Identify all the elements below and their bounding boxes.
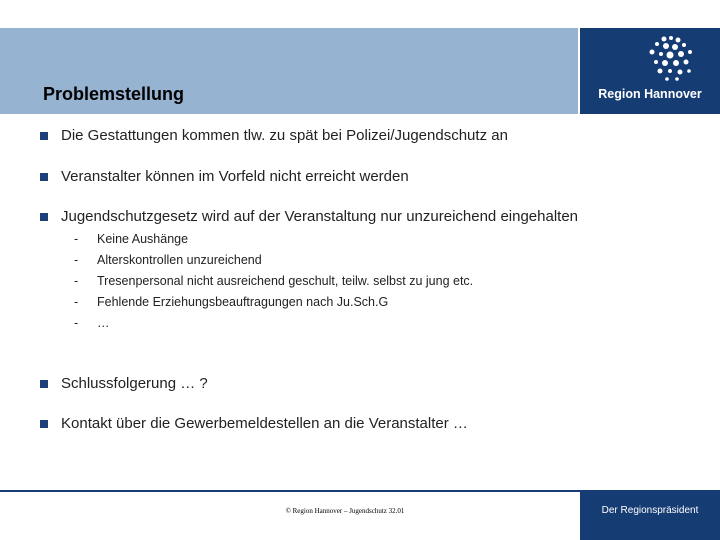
bullet-square-icon: [40, 420, 48, 428]
bullet-text: Schlussfolgerung … ?: [61, 375, 208, 392]
sub-item-text: Alterskontrollen unzureichend: [97, 253, 262, 267]
footer-copyright: © Region Hannover – Jugendschutz 32.01: [285, 507, 405, 515]
footer-box: [580, 490, 720, 540]
sub-item-dash: -: [74, 232, 79, 246]
bullet-square-icon: [40, 132, 48, 140]
region-logo-dots-icon: [640, 34, 696, 82]
footer-presenter: Der Regionspräsident: [601, 505, 699, 516]
bullet-text: Veranstalter können im Vorfeld nicht erreicht werden: [61, 168, 409, 185]
sub-item-text: …: [97, 316, 110, 330]
bullet-square-icon: [40, 213, 48, 221]
bullet-square-icon: [40, 380, 48, 388]
bullet-square-icon: [40, 173, 48, 181]
logo-text: Region Hannover: [598, 87, 702, 101]
slide-title: Problemstellung: [43, 84, 185, 104]
bullet-text: Die Gestattungen kommen tlw. zu spät bei Polizei/Jugendschutz an: [61, 127, 508, 144]
bullet-text: Jugendschutzgesetz wird auf der Veranstaltung nur unzureichend eingehalten: [61, 208, 579, 225]
sub-item-text: Tresenpersonal nicht ausreichend geschult, teilw. selbst zu jung etc.: [97, 274, 474, 288]
sub-item-dash: -: [74, 316, 79, 330]
sub-item-dash: -: [74, 274, 79, 288]
bullet-text: Kontakt über die Gewerbemeldestellen an die Veranstalter …: [61, 415, 468, 432]
region-hannover-logo: [580, 28, 720, 114]
sub-item-dash: -: [74, 295, 79, 309]
footer-divider: [0, 490, 580, 492]
sub-item-text: Fehlende Erziehungsbeauftragungen nach Ju.Sch.G: [97, 295, 389, 309]
sub-item-text: Keine Aushänge: [97, 232, 189, 246]
sub-item-dash: -: [74, 253, 79, 267]
